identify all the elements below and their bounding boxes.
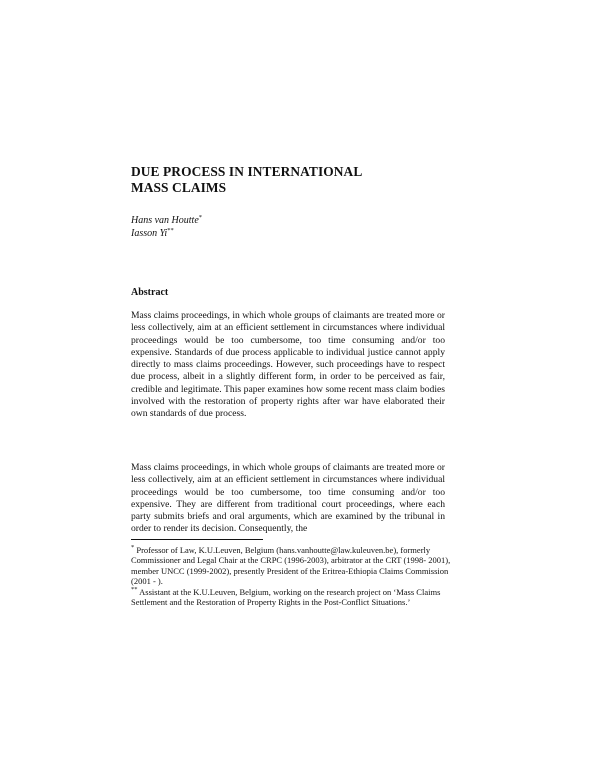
author-footnote-mark: **: [167, 227, 174, 234]
footnote-mark: **: [131, 585, 138, 593]
footnote-separator: [131, 539, 263, 540]
footnote-text: Professor of Law, K.U.Leuven, Belgium (hans.vanhoutte@law.kuleuven.be), formerly Commissioner and Legal Chair at the CRPC (1996-2003), arbitrator at the CRT (1998- 2001), member UNCC (1999-2002), presently President of the Eritrea-Ethiopia Claims Commission (2001 - ).: [131, 545, 451, 587]
body-paragraph: Mass claims proceedings, in which whole groups of claimants are treated more or less collectively, aim at an efficient settlement in circumstances where individual proceedings would be too cumbersome, too time consuming and/or too expensive. They are different from traditional court proceedings, where each party submits briefs and oral arguments, which are examined by the tribunal in order to render its decision. Consequently, the: [131, 462, 445, 535]
paper-title: [131, 164, 362, 196]
author: [131, 227, 202, 240]
author: [131, 214, 202, 227]
footnote-mark: *: [131, 544, 135, 551]
author-name: Iasson Yi: [131, 228, 168, 239]
footnotes: [131, 545, 451, 607]
footnote: [131, 587, 451, 608]
abstract-text: Mass claims proceedings, in which whole groups of claimants are treated more or less collectively, aim at an efficient settlement in circumstances where individual proceedings would be too cumbersome, too time consuming and/or too expensive. Standards of due process applicable to individual justice cannot apply directly to mass claims proceedings. However, such proceedings have to respect due process, albeit in a slightly different form, in order to be perceived as fair, credible and legitimate. This paper examines how some recent mass claim bodies involved with the restoration of property rights after war have elaborated their own standards of due process.: [131, 310, 445, 420]
author-footnote-mark: *: [198, 214, 203, 221]
title-line-1: DUE PROCESS IN INTERNATIONAL: [131, 164, 363, 179]
abstract-heading: Abstract: [131, 287, 169, 298]
author-list: [131, 214, 202, 240]
footnote: [131, 545, 451, 587]
footnote-text: Assistant at the K.U.Leuven, Belgium, working on the research project on ‘Mass Claims Settlement and the Restoration of Property Rights in the Post-Conflict Situations.’: [131, 586, 441, 608]
author-name: Hans van Houtte: [131, 215, 199, 226]
title-line-2: MASS CLAIMS: [131, 180, 227, 195]
